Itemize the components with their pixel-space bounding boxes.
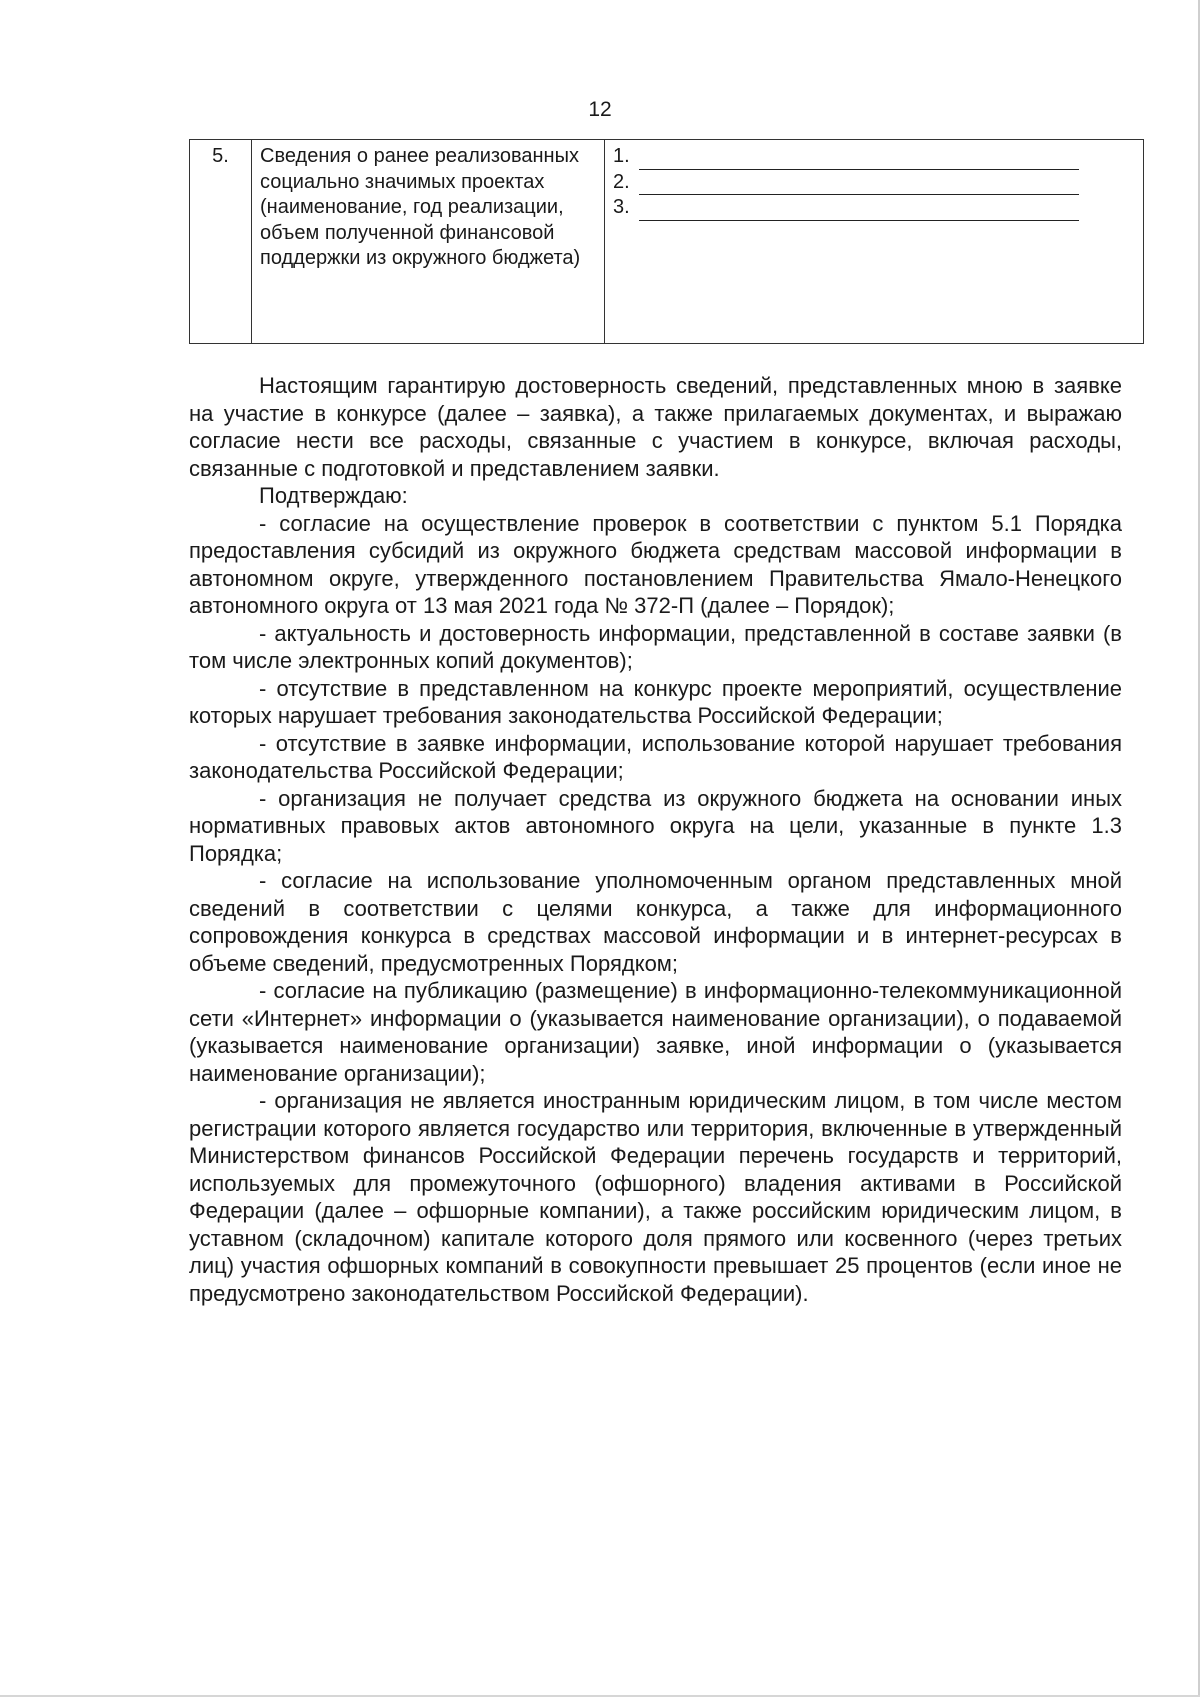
blank-line-number: 3. xyxy=(613,196,630,218)
blank-underline xyxy=(639,175,1079,195)
blank-line-number: 2. xyxy=(613,170,630,193)
row-value-cell xyxy=(605,140,1144,344)
confirm-item: - организация не получает средства из окружного бюджета на основании иных нормативных правовых актов автономного округа на цели, указанные в пункте 1.3 Порядка; xyxy=(189,785,1122,866)
confirm-item: - отсутствие в представленном на конкурс проекте мероприятий, осуществление которых нарушает требования законодательства Российской Федерации; xyxy=(189,675,1122,728)
confirm-item: - согласие на использование уполномоченным органом представленных мной сведений в соответствии с целями конкурса, а также для информационного сопровождения конкурса в средствах массовой информации и в интернет-ресурсах в объеме сведений, предусмотренных Порядком; xyxy=(189,868,1122,976)
blank-underline xyxy=(639,201,1079,221)
confirm-heading: Подтверждаю: xyxy=(259,483,408,508)
table-row xyxy=(190,140,1144,344)
application-table xyxy=(189,139,1144,344)
blank-line-number: 1. xyxy=(613,145,630,167)
blank-line-1 xyxy=(613,144,1135,170)
confirm-item: - согласие на публикацию (размещение) в информационно-телекоммуникационной сети «Интернет» информации о (указывается наименование организации), о подаваемой (указывается наименование организации) заявке, иной информации о (указывается наименование организации); xyxy=(189,978,1122,1086)
row-name-cell: Сведения о ранее реализованных социально значимых проектах (наименование, год реализации, объем полученной финансовой поддержки из окружного бюджета) xyxy=(252,140,605,344)
page-number: 12 xyxy=(588,98,612,121)
blank-line-2 xyxy=(613,170,1135,196)
blank-line-3 xyxy=(613,195,1135,221)
document-body xyxy=(189,372,1122,1307)
blank-underline xyxy=(639,150,1079,170)
confirm-item: - организация не является иностранным юридическим лицом, в том числе местом регистрации которого является государство или территория, включенные в утвержденный Министерством финансов Российской Федерации перечень государств и территорий, используемых для промежуточного (офшорного) владения активами в Российской Федерации (далее – офшорные компании), а также российским юридическим лицом, в уставном (складочном) капитале которого доля прямого или косвенного (через третьих лиц) участия офшорных компаний в совокупности превышает 25 процентов (если иное не предусмотрено законодательством Российской Федерации). xyxy=(189,1088,1122,1306)
confirm-item: - актуальность и достоверность информации, представленной в составе заявки (в том числе электронных копий документов); xyxy=(189,620,1122,673)
guarantee-paragraph: Настоящим гарантирую достоверность сведений, представленных мною в заявке на участие в конкурсе (далее – заявка), а также прилагаемых документах, и выражаю согласие нести все расходы, связанные с участием в конкурсе, включая расходы, связанные с подготовкой и представлением заявки. xyxy=(189,373,1122,481)
confirm-item: - согласие на осуществление проверок в соответствии с пунктом 5.1 Порядка предоставления субсидий из окружного бюджета средствам массовой информации в автономном округе, утвержденного постановлением Правительства Ямало-Ненецкого автономного округа от 13 мая 2021 года № 372-П (далее – Порядок); xyxy=(189,510,1122,618)
confirm-item: - отсутствие в заявке информации, использование которой нарушает требования законодательства Российской Федерации; xyxy=(189,730,1122,783)
row-number-cell: 5. xyxy=(190,140,252,344)
